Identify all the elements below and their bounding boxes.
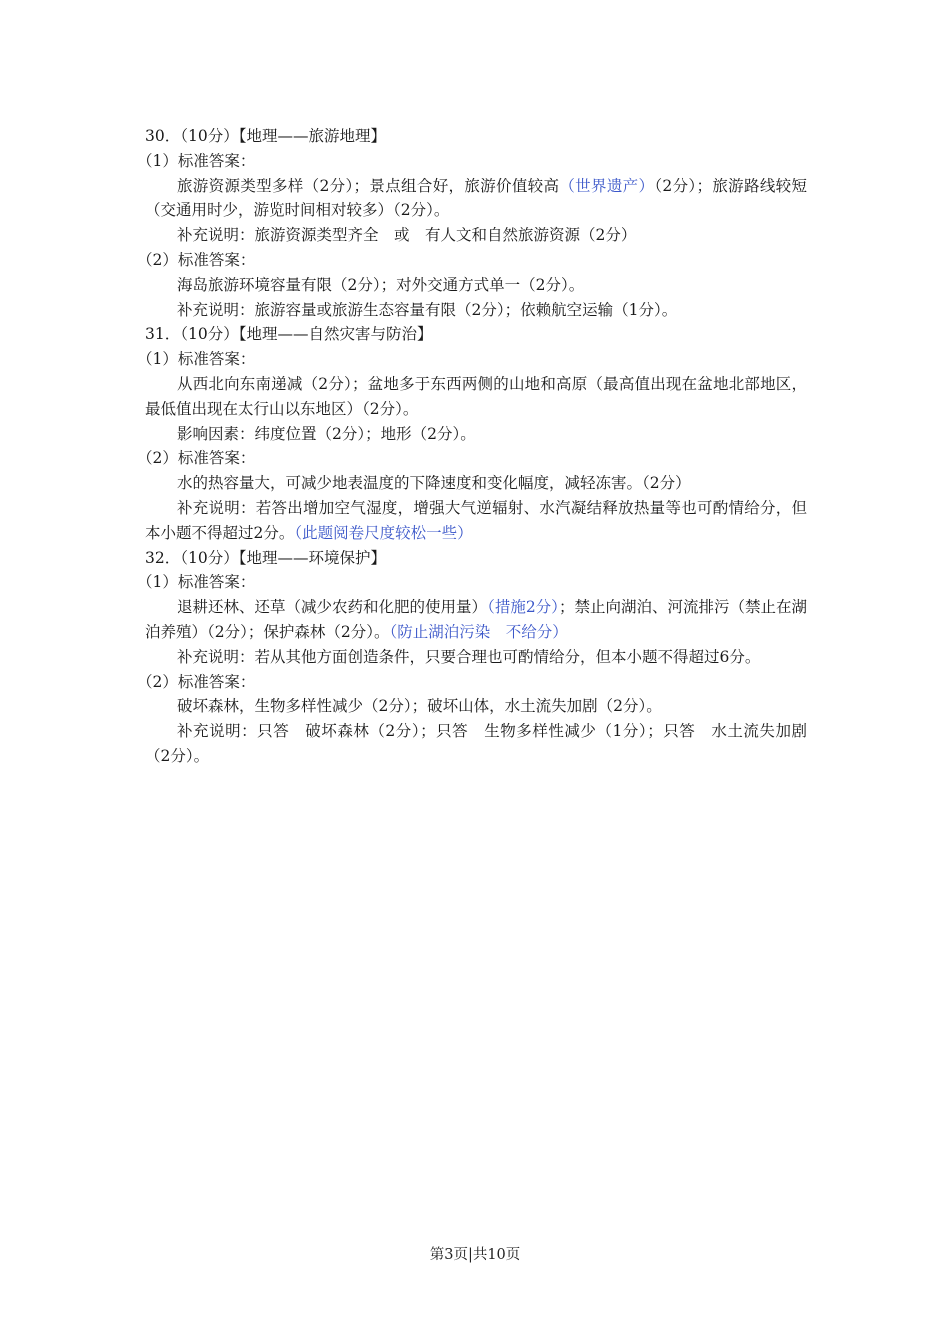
q32-part2-heading: （2）标准答案：	[137, 672, 256, 691]
q31-part2-heading: （2）标准答案：	[137, 449, 256, 468]
q32-highlight-measure: （措施2分）	[487, 598, 559, 617]
q32-part1-answer: 退耕还林、还草（减少农药和化肥的使用量）（措施2分）；禁止向湖泊、河流排污（禁止在湖泊养殖）（2分）；保护森林（2分）。（防止湖泊污染 不给分）	[145, 598, 807, 641]
page-number: 第3页|共10页	[429, 1247, 521, 1263]
q31-part1-factors: 影响因素：纬度位置（2分）；地形（2分）。	[177, 424, 476, 443]
q30-part1-answer: 旅游资源类型多样（2分）；景点组合好，旅游价值较高（世界遗产）（2分）；旅游路线较短（交通用时少，游览时间相对较多）（2分）。	[145, 176, 807, 220]
q30-part2-answer: 海岛旅游环境容量有限（2分）；对外交通方式单一（2分）。	[177, 275, 585, 294]
q31-title: 31．（10分）【地理——自然灾害与防治】	[145, 325, 433, 344]
q30-part2-note: 补充说明：旅游容量或旅游生态容量有限（2分）；依赖航空运输（1分）。	[177, 300, 678, 319]
q30-part1-heading: （1）标准答案：	[137, 151, 256, 170]
q31-part2-note: 补充说明：若答出增加空气湿度，增强大气逆辐射、水汽凝结释放热量等也可酌情给分，但本小题不得超过2分。（此题阅卷尺度较松一些）	[145, 498, 807, 542]
answer-content	[137, 124, 807, 769]
q30-part1-note: 补充说明：旅游资源类型齐全 或 有人文和自然旅游资源（2分）	[177, 226, 637, 245]
q32-part1-note: 补充说明：若从其他方面创造条件，只要合理也可酌情给分，但本小题不得超过6分。	[177, 647, 761, 666]
q31-highlight: （此题阅卷尺度较松一些）	[294, 523, 473, 542]
q30-highlight: （世界遗产）	[559, 176, 655, 195]
q32-title: 32．（10分）【地理——环境保护】	[145, 548, 386, 567]
q32-part1-heading: （1）标准答案：	[137, 573, 256, 592]
q30-title: 30．（10分）【地理——旅游地理】	[145, 127, 386, 145]
q31-part1-answer: 从西北向东南递减（2分）；盆地多于东西两侧的山地和高原（最高值出现在盆地北部地区，最低值出现在太行山以东地区）（2分）。	[145, 374, 807, 418]
q32-part2-note: 补充说明：只答 破坏森林（2分）；只答 生物多样性减少（1分）；只答 水土流失加剧（2分）。	[145, 722, 807, 765]
q32-highlight-pollution: （防止湖泊污染 不给分）	[389, 622, 568, 641]
q30-part2-heading: （2）标准答案：	[137, 250, 256, 269]
q32-part2-answer: 破坏森林，生物多样性减少（2分）；破坏山体，水土流失加剧（2分）。	[177, 697, 662, 716]
q31-part2-answer: 水的热容量大，可减少地表温度的下降速度和变化幅度，减轻冻害。（2分）	[177, 474, 691, 493]
q31-part1-heading: （1）标准答案：	[137, 350, 256, 369]
